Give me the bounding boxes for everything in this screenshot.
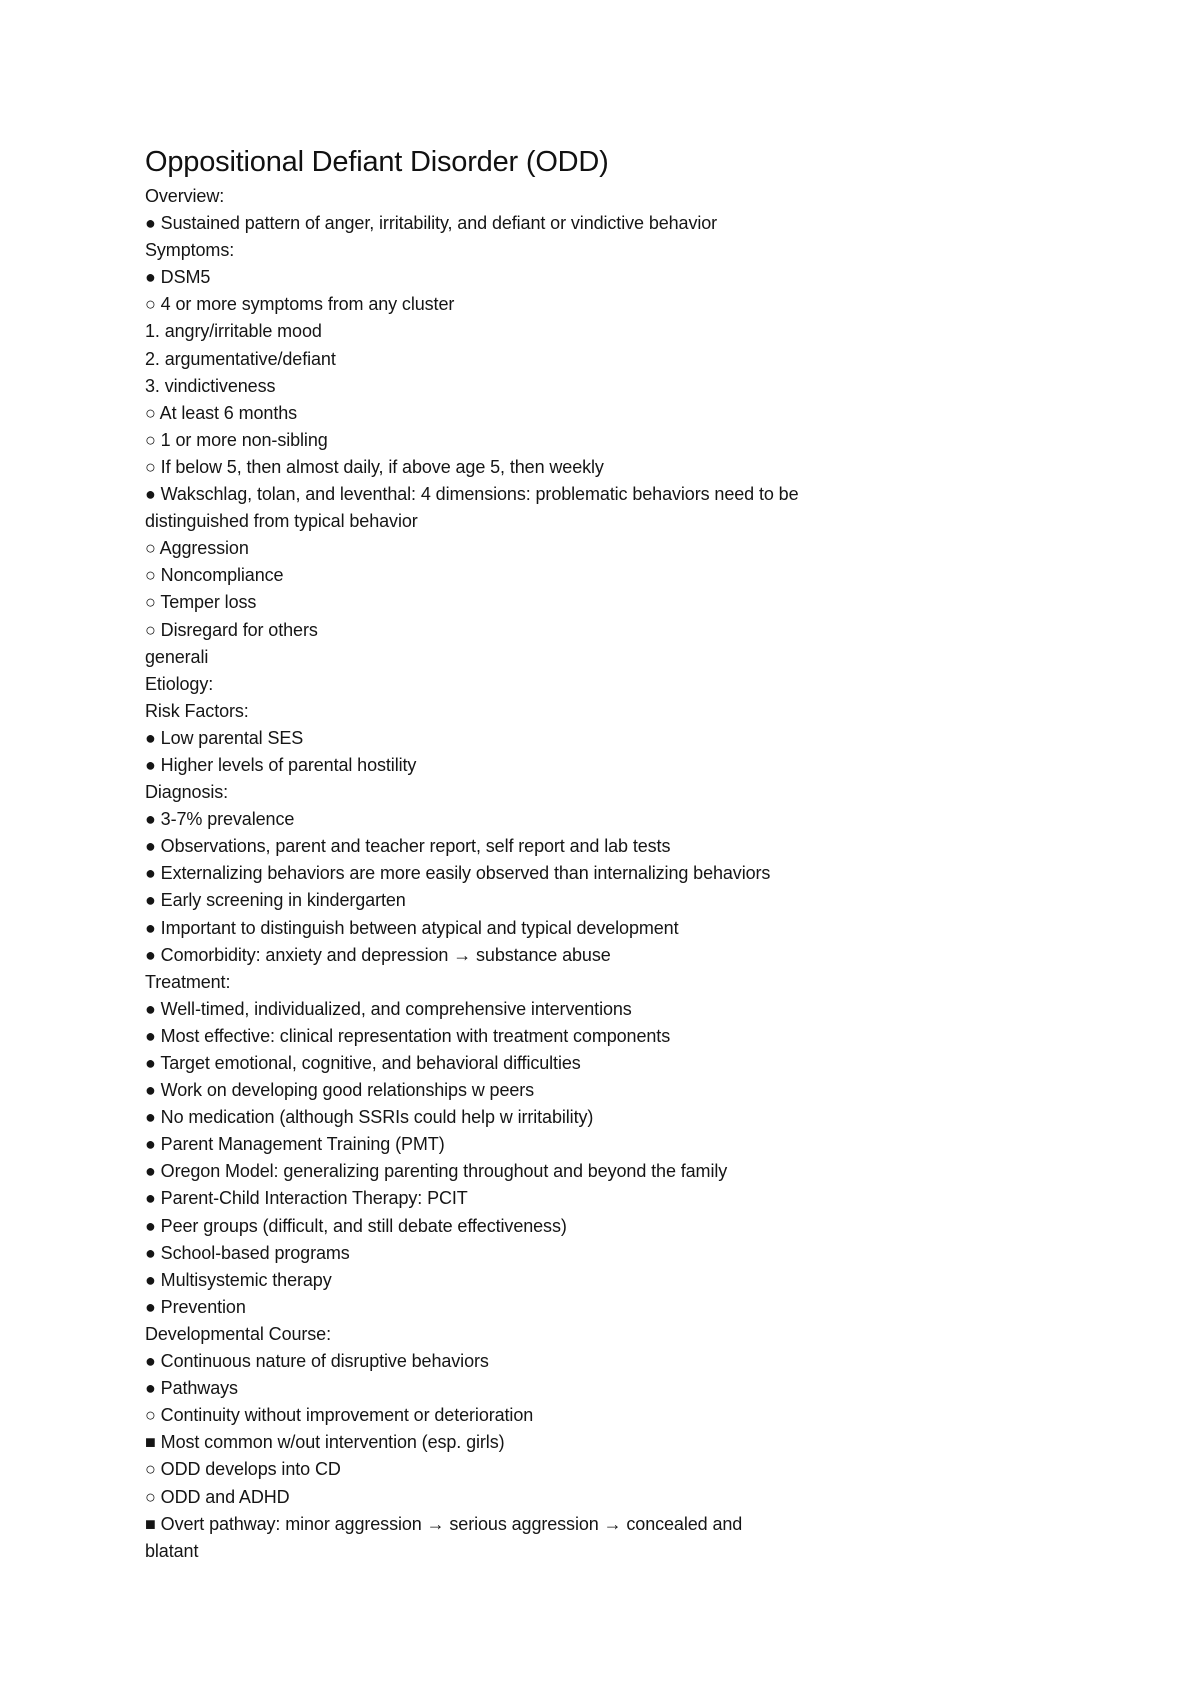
document-line: ● Early screening in kindergarten bbox=[145, 890, 406, 911]
document-line: ● Continuous nature of disruptive behaviors bbox=[145, 1351, 489, 1372]
document-line: ○ Disregard for others bbox=[145, 619, 318, 640]
document-line: ● Sustained pattern of anger, irritability, and defiant or vindictive behavior bbox=[145, 213, 718, 234]
document-line: ● 3-7% prevalence bbox=[145, 809, 295, 830]
document-line: ■ Overt pathway: minor aggression → serious aggression → concealed and bbox=[145, 1513, 743, 1534]
document-line: ○ 1 or more non-sibling bbox=[145, 429, 328, 450]
document-line: ● Most effective: clinical representation with treatment components bbox=[145, 1025, 671, 1046]
document-line: ○ Noncompliance bbox=[145, 565, 284, 586]
document-line: Diagnosis: bbox=[145, 782, 229, 803]
document-line: ● Higher levels of parental hostility bbox=[145, 754, 417, 775]
document-line: ○ ODD develops into CD bbox=[145, 1459, 341, 1480]
document-line: ○ At least 6 months bbox=[145, 402, 298, 423]
document-line: ○ If below 5, then almost daily, if above age 5, then weekly bbox=[145, 456, 604, 477]
document-line: ○ Continuity without improvement or deterioration bbox=[145, 1405, 534, 1426]
document-line: ● Parent-Child Interaction Therapy: PCIT bbox=[145, 1188, 468, 1209]
document-line: 1. angry/irritable mood bbox=[145, 321, 322, 342]
document-line: ● Oregon Model: generalizing parenting throughout and beyond the family bbox=[145, 1161, 728, 1182]
document-line: Developmental Course: bbox=[145, 1323, 331, 1344]
document-line: ○ Aggression bbox=[145, 538, 249, 559]
document-line: ○ 4 or more symptoms from any cluster bbox=[145, 294, 455, 315]
document-content bbox=[145, 143, 1105, 1565]
document-line: ● Externalizing behaviors are more easily observed than internalizing behaviors bbox=[145, 863, 771, 884]
document-line: ● Pathways bbox=[145, 1378, 238, 1399]
document-line: ● Wakschlag, tolan, and leventhal: 4 dimensions: problematic behaviors need to be bbox=[145, 484, 799, 505]
document-line: ● Well-timed, individualized, and comprehensive interventions bbox=[145, 998, 632, 1019]
document-line: blatant bbox=[145, 1540, 199, 1561]
document-line: ● School-based programs bbox=[145, 1242, 350, 1263]
document-line: distinguished from typical behavior bbox=[145, 511, 418, 532]
document-line: ● Multisystemic therapy bbox=[145, 1269, 332, 1290]
document-body bbox=[145, 183, 1105, 1565]
document-line: Etiology: bbox=[145, 673, 214, 694]
document-line: 3. vindictiveness bbox=[145, 375, 276, 396]
document-line: ● Observations, parent and teacher report, self report and lab tests bbox=[145, 836, 671, 857]
document-line: ● Target emotional, cognitive, and behavioral difficulties bbox=[145, 1053, 581, 1073]
document-line: ● Low parental SES bbox=[145, 727, 304, 748]
document-line: generali bbox=[145, 646, 209, 667]
document-line: Risk Factors: bbox=[145, 700, 249, 721]
document-line: ○ ODD and ADHD bbox=[145, 1486, 290, 1507]
document-line: Overview: bbox=[145, 186, 225, 206]
document-line: Treatment: bbox=[145, 971, 231, 992]
document-line: 2. argumentative/defiant bbox=[145, 348, 336, 369]
document-line: ■ Most common w/out intervention (esp. girls) bbox=[145, 1432, 505, 1453]
document-line: ● Prevention bbox=[145, 1296, 246, 1317]
document-line: ● Parent Management Training (PMT) bbox=[145, 1134, 445, 1155]
document-line: ● No medication (although SSRIs could help w irritability) bbox=[145, 1107, 594, 1128]
document-line: ● Important to distinguish between atypical and typical development bbox=[145, 917, 679, 938]
document-title: Oppositional Defiant Disorder (ODD) bbox=[145, 146, 609, 178]
document-line: ○ Temper loss bbox=[145, 592, 257, 613]
document-line: ● Peer groups (difficult, and still debate effectiveness) bbox=[145, 1215, 567, 1236]
document-line: ● DSM5 bbox=[145, 267, 211, 288]
document-line: ● Work on developing good relationships w peers bbox=[145, 1080, 535, 1101]
document-line: Symptoms: bbox=[145, 240, 235, 261]
document-line: ● Comorbidity: anxiety and depression → substance abuse bbox=[145, 944, 611, 965]
